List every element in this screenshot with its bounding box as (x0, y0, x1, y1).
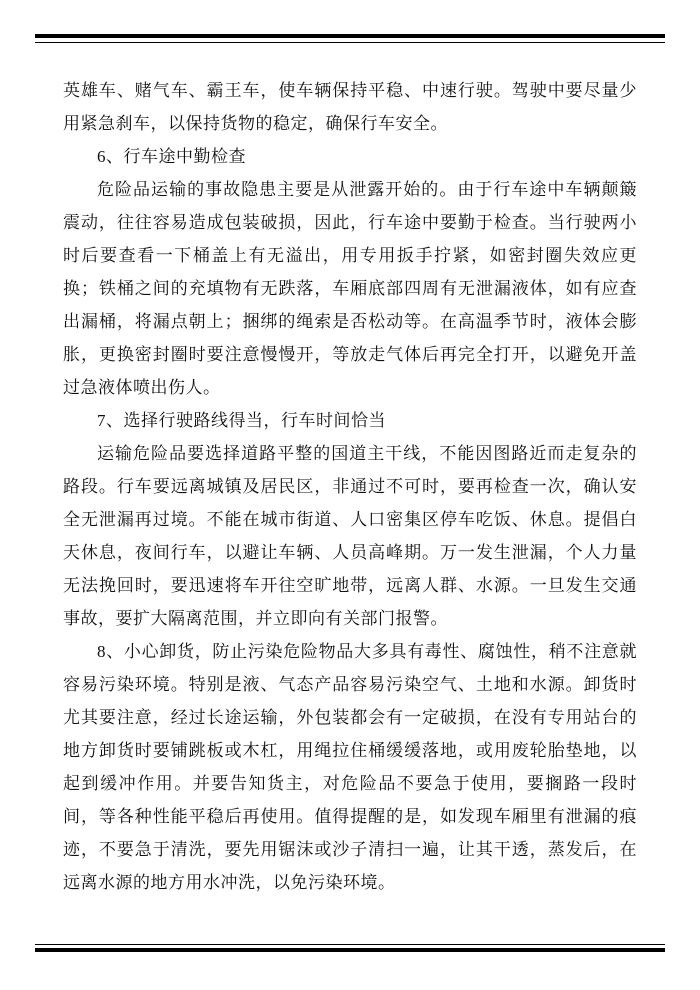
paragraph-continuation: 英雄车、赌气车、霸王车，使车辆保持平稳、中速行驶。驾驶中要尽量少用紧急刹车，以保持货物的稳定，确保行车安全。 (63, 81, 637, 133)
page-border-bottom-thin (35, 944, 665, 945)
paragraph-section-8-body: 8、小心卸货，防止污染危险物品大多具有毒性、腐蚀性，稍不注意就容易污染环境。特别是液、气态产品容易污染空气、土地和水源。卸货时尤其要注意，经过长途运输，外包装都会有一定破损，在没有专用站台的地方卸货时要铺跳板或木杠，用绳拉住桶缓缓落地，或用废轮胎垫地，以起到缓冲作用。并要告知货主，对危险品不要急于使用，要搁路一段时间，等各种性能平稳后再使用。值得提醒的是，如发现车厢里有泄漏的痕迹，不要急于清洗，要先用锯沫或沙子清扫一遍，让其干透，蒸发后，在远离水源的地方用水冲洗，以免污染环境。 (63, 642, 637, 892)
paragraph-section-7-body: 运输危险品要选择道路平整的国道主干线，不能因图路近而走复杂的路段。行车要远离城镇及居民区，非通过不可时，要再检查一次，确认安全无泄漏再过境。不能在城市街道、人口密集区停车吃饭、休息。提倡白天休息，夜间行车，以避让车辆、人员高峰期。万一发生泄漏，个人力量无法挽回时，要迅速将车开往空旷地带，远离人群、水源。一旦发生交通事故，要扩大隔离范围，并立即向有关部门报警。 (63, 444, 637, 628)
page-border-top-thick (35, 34, 665, 38)
document-content (63, 74, 637, 899)
section-heading-6: 6、行车途中勤检查 (97, 147, 246, 166)
paragraph-section-6-body: 危险品运输的事故隐患主要是从泄露开始的。由于行车途中车辆颠簸震动，往往容易造成包装破损，因此，行车途中要勤于检查。当行驶两小时后要查看一下桶盖上有无溢出，用专用扳手拧紧，如密封圈失效应更换；铁桶之间的充填物有无跌落，车厢底部四周有无泄漏液体，如有应查出漏桶，将漏点朝上；捆绑的绳索是否松动等。在高温季节时，液体会膨胀，更换密封圈时要注意慢慢开，等放走气体后再完全打开，以避免开盖过急液体喷出伤人。 (63, 180, 637, 397)
section-heading-7: 7、选择行驶路线得当，行车时间恰当 (97, 411, 386, 430)
page-border-bottom-thick (35, 948, 665, 952)
page-border-top-thin (35, 42, 665, 43)
